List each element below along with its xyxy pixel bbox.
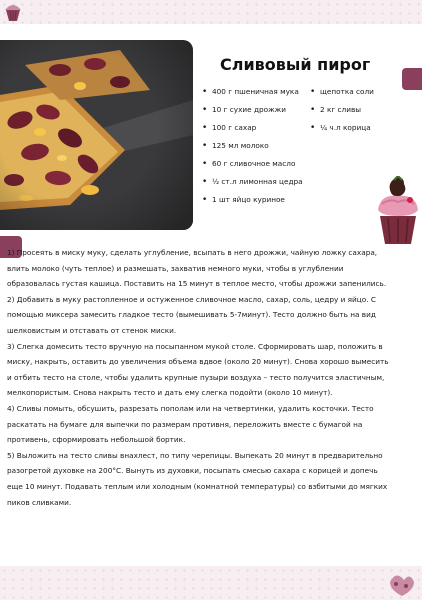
ingredients-list-right: [310, 83, 374, 137]
ingredient-item: • 400 г пшеничная мука: [202, 83, 303, 101]
ingredient-item: • 2 кг сливы: [310, 101, 374, 119]
cupcake-decor-icon: [2, 2, 24, 22]
step-paragraph: 1) Просеять в миску муку, сделать углубление, всыпать в него дрожжи, чайную ложку сахара, влить молоко (чуть теплое) и размешать, захватив немного муки, чтобы в углублении образовалась густая кашица. Поставить на 15 минут в теплое место, чтобы дрожжи запенились.: [7, 248, 387, 289]
ingredient-item: • ½ ст.л лимонная цедра: [202, 173, 303, 191]
sweets-decor-icon: [384, 568, 418, 598]
plum-pie-photo: [0, 40, 193, 230]
ingredient-item: • щепотка соли: [310, 83, 374, 101]
ingredient-item: • 100 г сахар: [202, 119, 303, 137]
polka-dot-pattern: [0, 566, 422, 600]
ingredient-item: • ¼ ч.л корица: [310, 119, 374, 137]
recipe-title: Сливовый пирог: [220, 54, 371, 74]
step-paragraph: 5) Выложить на тесто сливы внахлест, по типу черепицы. Выпекать 20 минут в предварительно разогретой духовке на 200°С. Вынуть из духовки, посыпать смесью сахара с корицей и допечь еще 10 минут. Подавать теплым или холодным (комнатной температуры) со взбитыми до мягких пиков сливками.: [7, 450, 388, 507]
step-paragraph: 4) Сливы помыть, обсушить, разрезать пополам или на четвертинки, удалить косточки. Тесто раскатать на бумаге для выпечки по размерам противня, переложить вместе с бумагой на противень, сформировать небольшой бортик.: [7, 403, 374, 445]
step-paragraph: 2) Добавить в муку растопленное и остуженное сливочное масло, сахар, соль, цедру и яйцо. С помощью миксера замесить гладкое тесто (вымешивать 5-7минут). Тесто должно быть на вид шелковистым и отставать от стенок миски.: [7, 294, 376, 335]
ingredient-item: • 60 г сливочное масло: [202, 155, 303, 173]
ingredient-item: • 10 г сухие дрожжи: [202, 101, 303, 119]
accent-tab-right: [402, 68, 422, 90]
plum-pie-illustration: [0, 40, 193, 230]
ingredients-list-left: [202, 83, 303, 209]
step-paragraph: 3) Слегка домесить тесто вручную на посыпанном мукой столе. Сформировать шар, положить в миску, накрыть, оставить до увеличения объема вдвое (около 20 минут). Снова хорошо вымесить и отбить тесто на столе, чтобы удалить крупные пузыри воздуха – тесто получится эластичным, мелкопористым. Снова накрыть тесто и дать ему слегка подойти (около 10 минут).: [7, 341, 389, 398]
bottom-decor-band: [0, 566, 422, 600]
ingredient-item: • 1 шт яйцо куриное: [202, 191, 303, 209]
ingredient-item: • 125 мл молоко: [202, 137, 303, 155]
strawberry-cupcake-icon: [374, 176, 422, 248]
recipe-steps: [7, 245, 391, 510]
top-decor-band: [0, 0, 422, 24]
polka-dot-pattern: [0, 0, 422, 24]
